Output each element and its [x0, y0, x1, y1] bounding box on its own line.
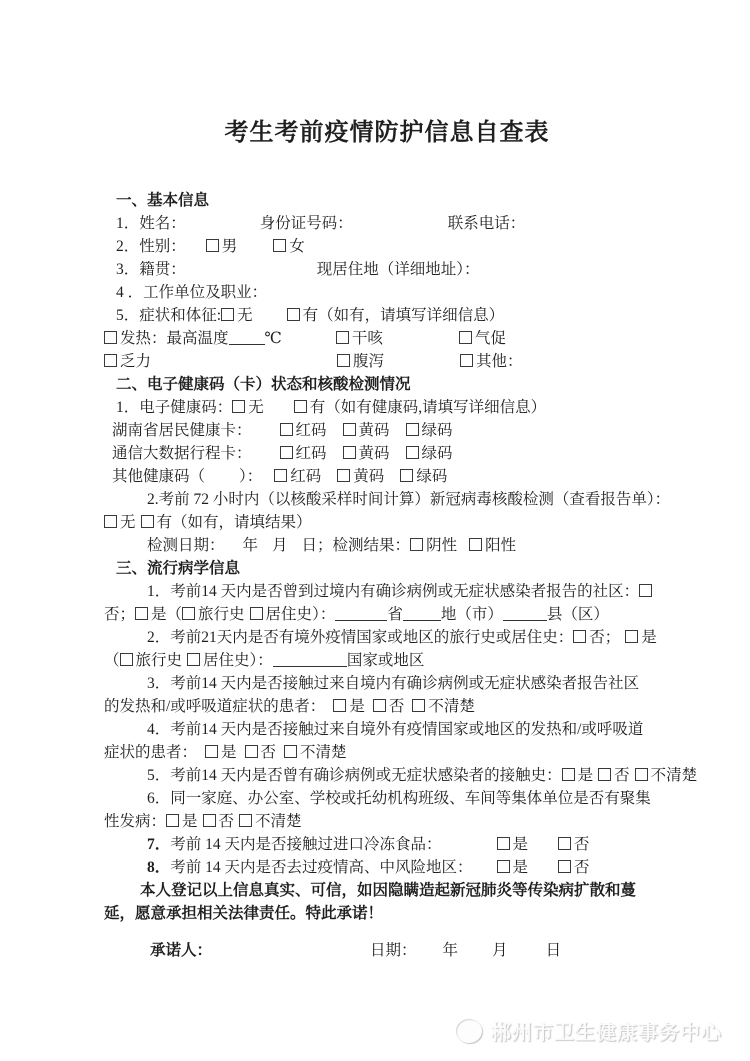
checkbox-icon[interactable] [104, 331, 117, 344]
spacer [237, 756, 245, 757]
form-text: 日；检测结果： [301, 537, 411, 554]
checkbox-label: 其他： [476, 353, 523, 370]
form-text: ℃ [264, 330, 282, 347]
checkbox-label: 不清楚 [650, 767, 698, 784]
checkbox-icon[interactable] [120, 653, 133, 666]
checkbox-label: 旅行史 [135, 652, 183, 669]
form-text: 否； [104, 606, 136, 623]
form-line [104, 212, 670, 235]
checkbox-icon[interactable] [221, 308, 234, 321]
form-line [104, 557, 670, 580]
checkbox-label: 红码 [295, 445, 327, 462]
checkbox-icon[interactable] [343, 423, 356, 436]
spacer [384, 365, 460, 366]
spacer [321, 480, 337, 481]
form-line [104, 787, 670, 810]
form-line [104, 488, 670, 511]
checkbox-label: 有（如有健康码,请填写详细信息） [309, 399, 547, 416]
spacer [473, 871, 497, 872]
checkbox-label: 黄码 [353, 468, 385, 485]
form-line [104, 741, 670, 764]
form-text: 症状的患者： [104, 744, 198, 761]
blank-field[interactable] [403, 605, 441, 621]
spacer [325, 710, 333, 711]
checkbox-icon[interactable] [104, 515, 117, 528]
checkbox-icon[interactable] [294, 400, 307, 413]
checkbox-label: 女 [289, 238, 305, 255]
form-line [104, 810, 670, 833]
form-document [104, 0, 698, 962]
form-text: 的发热和/或呼吸道症状的患者： [104, 698, 326, 715]
form-text: 考前 14 天内是否去过疫情高、中风险地区： [170, 859, 473, 876]
form-line [104, 442, 670, 465]
spacer [390, 457, 406, 458]
spacer [442, 848, 497, 849]
spacer [417, 954, 443, 955]
form-text: 日期： [370, 942, 417, 959]
org-logo-icon [456, 1019, 482, 1043]
checkbox-icon[interactable] [287, 308, 300, 321]
form-text: 承诺人： [150, 942, 213, 959]
checkbox-label: 是 [349, 698, 365, 715]
spacer [383, 342, 459, 343]
spacer [327, 434, 343, 435]
spacer [264, 411, 294, 412]
form-text: 2.考前 72 小时内（以核酸采样时间计算）新冠病毒核酸检测（查看报告单）： [147, 491, 671, 508]
checkbox-label: 不清楚 [255, 813, 302, 830]
form-text: ）： [239, 468, 263, 485]
checkbox-icon[interactable] [336, 331, 349, 344]
blank-field[interactable] [503, 605, 547, 621]
checkbox-label: 否； [589, 629, 621, 646]
checkbox-icon[interactable] [166, 814, 179, 827]
checkbox-icon[interactable] [284, 745, 297, 758]
spacer [262, 480, 274, 481]
blank-field[interactable] [273, 651, 347, 667]
form-text: （ [104, 652, 120, 669]
form-line [104, 419, 670, 442]
checkbox-icon[interactable] [274, 469, 287, 482]
form-text: 日 [545, 942, 562, 959]
checkbox-icon[interactable] [639, 584, 652, 597]
form-line [104, 281, 670, 304]
form-text: 现居住地（详细地址）： [316, 261, 480, 278]
checkbox-icon[interactable] [337, 354, 350, 367]
checkbox-icon[interactable] [206, 239, 219, 252]
spacer [404, 710, 412, 711]
form-text: 8． [147, 859, 171, 876]
checkbox-label: 腹泻 [353, 353, 385, 370]
checkbox-icon[interactable] [497, 837, 510, 850]
checkbox-icon[interactable] [232, 400, 245, 413]
form-text: 三、流行病学信息 [116, 560, 241, 577]
checkbox-label: 是 [512, 836, 529, 853]
checkbox-icon[interactable] [635, 768, 648, 781]
checkbox-label: 阴性 [426, 537, 458, 554]
form-line [104, 695, 670, 718]
checkbox-icon[interactable] [373, 699, 386, 712]
checkbox-label: 气促 [474, 330, 506, 347]
spacer [390, 434, 406, 435]
form-text: 3．籍贯： [116, 261, 186, 278]
checkbox-icon[interactable] [412, 699, 425, 712]
spacer [258, 549, 272, 550]
checkbox-label: 是 [512, 859, 529, 876]
checkbox-label: 否 [574, 859, 590, 876]
checkbox-icon[interactable] [558, 837, 571, 850]
checkbox-label: 有（如有，请填结果） [156, 514, 312, 531]
form-text: 5．症状和体征: [116, 307, 222, 324]
form-line [104, 718, 670, 741]
checkbox-label: 旅行史 [198, 606, 245, 623]
checkbox-icon[interactable] [460, 354, 473, 367]
checkbox-icon[interactable] [410, 538, 423, 551]
form-line [104, 235, 670, 258]
form-line [104, 833, 670, 856]
spacer [151, 365, 337, 366]
form-text: 3．考前14 天内是否接触过来自境内有确诊病例或无症状感染者报告社区 [147, 675, 640, 692]
spacer [282, 342, 336, 343]
form-line [104, 764, 698, 787]
form-line [104, 626, 670, 649]
form-text: 年 [442, 942, 459, 959]
checkbox-icon[interactable] [343, 446, 356, 459]
checkbox-label: 是 [641, 629, 657, 646]
checkbox-label: 是 [221, 744, 237, 761]
form-text: 其他健康码（ [112, 468, 206, 485]
form-text: ）： [249, 652, 273, 669]
form-body [104, 189, 698, 962]
watermark [456, 1016, 722, 1045]
form-text: 省 [387, 606, 403, 623]
checkbox-icon[interactable] [250, 607, 263, 620]
form-text: 性发病： [104, 813, 167, 830]
checkbox-icon[interactable] [182, 607, 195, 620]
spacer [384, 480, 400, 481]
spacer [508, 954, 546, 955]
checkbox-label: 绿码 [416, 468, 448, 485]
watermark-text: 郴州市卫生健康事务中心 [491, 1022, 722, 1044]
form-line [104, 902, 670, 925]
spacer [197, 756, 205, 757]
form-text: 本人登记以上信息真实、可信，如因隐瞒造起新冠肺炎等传染病扩散和蔓 [140, 882, 637, 899]
form-line [104, 939, 670, 962]
form-line [104, 189, 670, 212]
checkbox-label: 干咳 [351, 330, 383, 347]
form-line [104, 649, 670, 672]
form-text: 延，愿意承担相关法律责任。特此承诺！ [104, 905, 384, 922]
spacer [186, 250, 206, 251]
checkbox-icon[interactable] [625, 630, 638, 643]
form-line [104, 580, 670, 603]
form-text: 检测日期： [147, 537, 225, 554]
form-line [104, 879, 670, 902]
checkbox-label: 是 [182, 813, 198, 830]
form-text: 2．性别： [116, 238, 186, 255]
checkbox-icon[interactable] [239, 814, 252, 827]
form-text: 通信大数据行程卡： [112, 445, 252, 462]
form-text: 联系电话： [447, 215, 526, 232]
form-text: 考前 14 天内是否接触过进口冷冻食品： [170, 836, 442, 853]
blank-field[interactable] [335, 605, 387, 621]
form-text: 2．考前21天内是否有境外疫情国家或地区的旅行史或居住史： [147, 629, 574, 646]
checkbox-label: 否 [388, 698, 405, 715]
form-text: 县（区） [546, 606, 609, 623]
checkbox-icon[interactable] [337, 469, 350, 482]
form-text: 5．考前14 天内是否曾有确诊病例或无症状感染者的接触史： [147, 767, 562, 784]
checkbox-icon[interactable] [187, 653, 200, 666]
checkbox-label: 红码 [290, 468, 322, 485]
form-text: 年 [242, 537, 259, 554]
form-line [104, 465, 670, 488]
form-text: 月 [492, 942, 508, 959]
spacer [276, 756, 284, 757]
spacer [186, 273, 317, 274]
form-text: 地（市） [440, 606, 503, 623]
checkbox-icon[interactable] [573, 630, 586, 643]
checkbox-label: 不清楚 [428, 698, 475, 715]
form-text: 1．考前14 天内是否曾到过境内有确诊病例或无症状感染者报告的社区： [147, 583, 640, 600]
form-line [104, 327, 670, 350]
spacer [252, 434, 280, 435]
form-line [104, 258, 670, 281]
checkbox-label: 否 [614, 767, 630, 784]
checkbox-label: 发热：最高温度 [120, 330, 229, 347]
checkbox-icon[interactable] [459, 331, 472, 344]
spacer [212, 954, 370, 955]
spacer [186, 227, 260, 228]
form-line [104, 603, 670, 626]
form-text: 6．同一家庭、办公室、学校或托幼机构班级、车间等集体单位是否有聚集 [147, 790, 651, 807]
checkbox-label: 无 [237, 307, 253, 324]
checkbox-icon[interactable] [598, 768, 611, 781]
checkbox-label: 绿码 [421, 422, 453, 439]
form-text: 身份证号码： [259, 215, 353, 232]
form-text: 4 ．工作单位及职业： [116, 284, 268, 301]
spacer [237, 250, 273, 251]
form-text: 7． [147, 836, 171, 853]
checkbox-label: 红码 [295, 422, 327, 439]
form-title: 考生考前疫情防护信息自查表 [224, 119, 550, 146]
spacer [205, 480, 239, 481]
checkbox-icon[interactable] [497, 860, 510, 873]
checkbox-icon[interactable] [562, 768, 575, 781]
spacer [225, 549, 243, 550]
form-line [104, 373, 670, 396]
form-line [104, 304, 670, 327]
spacer [528, 848, 558, 849]
checkbox-icon[interactable] [406, 446, 419, 459]
checkbox-icon[interactable] [141, 515, 154, 528]
form-line [104, 672, 670, 695]
checkbox-label: 黄码 [358, 445, 390, 462]
form-text: 月 [272, 537, 288, 554]
checkbox-icon[interactable] [273, 239, 286, 252]
checkbox-label: 居住史 [265, 606, 313, 623]
spacer [252, 457, 280, 458]
spacer [365, 710, 373, 711]
spacer [457, 549, 469, 550]
form-text: 国家或地区 [346, 652, 425, 669]
checkbox-icon[interactable] [203, 814, 216, 827]
checkbox-icon[interactable] [245, 745, 258, 758]
form-line [104, 511, 670, 534]
checkbox-icon[interactable] [558, 860, 571, 873]
checkbox-icon[interactable] [104, 354, 117, 367]
checkbox-label: 否 [260, 744, 277, 761]
checkbox-icon[interactable] [280, 446, 293, 459]
spacer [353, 227, 448, 228]
spacer [253, 319, 287, 320]
checkbox-label: 是（ [151, 606, 183, 623]
checkbox-label: 是 [577, 767, 594, 784]
checkbox-label: 黄码 [358, 422, 390, 439]
checkbox-label: 居住史 [203, 652, 250, 669]
form-text: ）： [312, 606, 336, 623]
checkbox-label: 否 [218, 813, 235, 830]
checkbox-label: 乏力 [120, 353, 152, 370]
form-text: 4．考前14 天内是否接触过来自境外有疫情国家或地区的发热和/或呼吸道 [147, 721, 644, 738]
checkbox-icon[interactable] [205, 745, 218, 758]
checkbox-icon[interactable] [333, 699, 346, 712]
blank-field[interactable] [229, 329, 265, 345]
form-line [104, 534, 670, 557]
spacer [458, 954, 492, 955]
checkbox-label: 否 [574, 836, 590, 853]
checkbox-label: 有（如有，请填写详细信息） [302, 307, 505, 324]
checkbox-icon[interactable] [280, 423, 293, 436]
checkbox-label: 不清楚 [300, 744, 347, 761]
spacer [528, 871, 558, 872]
form-line [104, 396, 670, 419]
checkbox-label: 男 [221, 238, 238, 255]
checkbox-icon[interactable] [406, 423, 419, 436]
form-text: 一、基本信息 [116, 192, 210, 209]
form-line [104, 856, 670, 879]
checkbox-icon[interactable] [400, 469, 413, 482]
form-text: 1．电子健康码： [116, 399, 233, 416]
checkbox-icon[interactable] [135, 607, 148, 620]
form-text: 二、电子健康码（卡）状态和核酸检测情况 [116, 376, 411, 393]
checkbox-label: 无 [120, 514, 136, 531]
form-text: 湖南省居民健康卡： [112, 422, 252, 439]
form-text: 1．姓名： [116, 215, 186, 232]
spacer [327, 457, 343, 458]
form-line [104, 350, 670, 373]
checkbox-label: 阳性 [485, 537, 517, 554]
checkbox-label: 绿码 [421, 445, 453, 462]
checkbox-label: 无 [248, 399, 264, 416]
checkbox-icon[interactable] [469, 538, 482, 551]
spacer [288, 549, 302, 550]
